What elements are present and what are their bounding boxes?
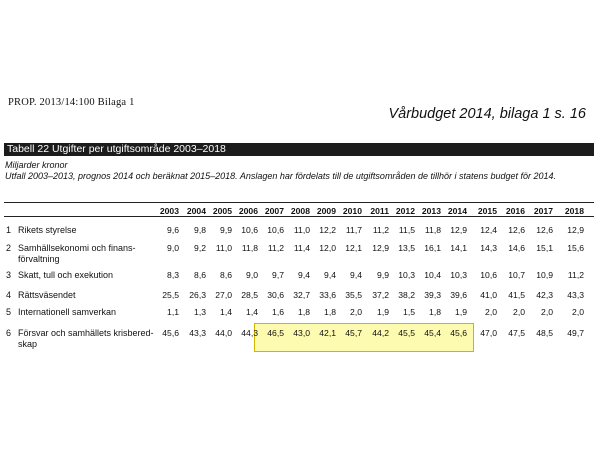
year-2006: 2006 [238, 206, 258, 216]
year-2003: 2003 [159, 206, 179, 216]
table-cell: 2,0 [541, 307, 553, 317]
table-cell: 47,0 [480, 328, 497, 338]
year-2004: 2004 [186, 206, 206, 216]
table-cell: 2,0 [572, 307, 584, 317]
table-cell: 11,2 [372, 225, 389, 235]
table-cell: 11,5 [398, 225, 415, 235]
row-number: 5 [6, 307, 12, 317]
table-cell: 43,3 [189, 328, 206, 338]
year-2018: 2018 [564, 206, 584, 216]
header-top-rule [4, 202, 594, 203]
table-cell: 39,3 [424, 290, 441, 300]
table-cell: 11,8 [424, 225, 441, 235]
year-2011: 2011 [370, 206, 389, 216]
row-label-line: Skatt, tull och exekution [18, 270, 114, 280]
table-cell: 45,6 [450, 328, 467, 338]
table-cell: 10,6 [267, 225, 284, 235]
table-cell: 11,2 [567, 270, 584, 280]
table-cell: 43,3 [567, 290, 584, 300]
table-cell: 46,5 [267, 328, 284, 338]
table-cell: 9,0 [167, 243, 179, 253]
table-cell: 9,8 [194, 225, 206, 235]
row-number: 6 [6, 328, 12, 338]
table-cell: 9,2 [194, 243, 206, 253]
year-2008: 2008 [290, 206, 310, 216]
table-cell: 1,9 [377, 307, 389, 317]
table-cell: 11,4 [293, 243, 310, 253]
table-cell: 41,0 [480, 290, 497, 300]
row-label-line: Rättsväsendet [18, 290, 76, 300]
table-cell: 16,1 [424, 243, 441, 253]
table-cell: 44,2 [372, 328, 389, 338]
table-cell: 27,0 [215, 290, 232, 300]
row-label [18, 307, 116, 318]
table-cell: 44,3 [241, 328, 258, 338]
table-cell: 1,4 [220, 307, 232, 317]
table-cell: 8,3 [167, 270, 179, 280]
table-cell: 12,4 [480, 225, 497, 235]
table-title-bar: Tabell 22 Utgifter per utgiftsområde 2003–2018 [4, 143, 594, 156]
table-cell: 11,8 [241, 243, 258, 253]
table-cell: 45,6 [162, 328, 179, 338]
table-cell: 39,6 [450, 290, 467, 300]
year-2005: 2005 [212, 206, 232, 216]
table-cell: 1,9 [455, 307, 467, 317]
table-cell: 32,7 [293, 290, 310, 300]
row-label-line: Internationell samverkan [18, 307, 117, 317]
source-reference: Vårbudget 2014, bilaga 1 s. 16 [388, 106, 586, 122]
table-cell: 47,5 [508, 328, 525, 338]
table-cell: 25,5 [162, 290, 179, 300]
year-2014: 2014 [447, 206, 467, 216]
year-2010: 2010 [342, 206, 362, 216]
row-number: 4 [6, 290, 12, 300]
table-cell: 1,1 [167, 307, 179, 317]
table-cell: 12,2 [319, 225, 336, 235]
table-cell: 1,8 [429, 307, 441, 317]
table-cell: 8,6 [220, 270, 232, 280]
table-cell: 42,1 [319, 328, 336, 338]
table-cell: 44,0 [215, 328, 232, 338]
table-cell: 48,5 [536, 328, 553, 338]
year-2013: 2013 [421, 206, 441, 216]
table-cell: 2,0 [485, 307, 497, 317]
table-cell: 8,6 [194, 270, 206, 280]
table-cell: 1,4 [246, 307, 258, 317]
row-number: 1 [6, 225, 12, 235]
table-note: Utfall 2003–2013, prognos 2014 och beräknat 2015–2018. Anslagen har fördelats till de utgiftsområden de tillhör i statens budget för 2014. [5, 171, 557, 181]
table-cell: 41,5 [508, 290, 525, 300]
header-bottom-rule [4, 216, 594, 217]
table-cell: 12,9 [567, 225, 584, 235]
row-label-line: Försvar och samhällets krisbered- [18, 328, 154, 338]
table-cell: 45,4 [424, 328, 441, 338]
table-cell: 9,7 [272, 270, 284, 280]
table-cell: 10,3 [398, 270, 415, 280]
row-label-line: Rikets styrelse [18, 225, 77, 235]
table-cell: 10,3 [450, 270, 467, 280]
table-cell: 33,6 [319, 290, 336, 300]
row-label-line: förvaltning [18, 254, 60, 264]
table-cell: 14,6 [508, 243, 525, 253]
row-label-line: Samhällsekonomi och finans- [18, 243, 136, 253]
row-label [18, 328, 154, 350]
table-cell: 2,0 [513, 307, 525, 317]
table-cell: 10,9 [536, 270, 553, 280]
table-cell: 38,2 [398, 290, 415, 300]
row-label [18, 243, 136, 265]
table-cell: 12,9 [372, 243, 389, 253]
year-2017: 2017 [533, 206, 553, 216]
table-cell: 15,6 [567, 243, 584, 253]
table-cell: 10,6 [241, 225, 258, 235]
row-number: 2 [6, 243, 12, 253]
table-cell: 35,5 [345, 290, 362, 300]
table-cell: 11,7 [345, 225, 362, 235]
table-cell: 9,9 [220, 225, 232, 235]
table-cell: 45,5 [398, 328, 415, 338]
year-2009: 2009 [316, 206, 336, 216]
table-cell: 14,1 [450, 243, 467, 253]
row-label [18, 225, 77, 236]
table-cell: 9,4 [298, 270, 310, 280]
row-label-line: skap [18, 339, 38, 349]
year-2012: 2012 [395, 206, 415, 216]
table-cell: 11,0 [293, 225, 310, 235]
table-cell: 13,5 [398, 243, 415, 253]
table-cell: 49,7 [567, 328, 584, 338]
table-cell: 1,8 [324, 307, 336, 317]
table-cell: 10,7 [508, 270, 525, 280]
year-2015: 2015 [477, 206, 497, 216]
table-cell: 1,6 [272, 307, 284, 317]
table-cell: 26,3 [189, 290, 206, 300]
row-label [18, 290, 76, 301]
table-cell: 37,2 [372, 290, 389, 300]
row-number: 3 [6, 270, 12, 280]
table-cell: 42,3 [536, 290, 553, 300]
table-cell: 2,0 [350, 307, 362, 317]
table-cell: 10,6 [480, 270, 497, 280]
table-cell: 9,0 [246, 270, 258, 280]
table-cell: 11,0 [215, 243, 232, 253]
table-cell: 30,6 [267, 290, 284, 300]
table-cell: 12,6 [536, 225, 553, 235]
table-cell: 1,5 [403, 307, 415, 317]
year-2016: 2016 [505, 206, 525, 216]
table-cell: 45,7 [345, 328, 362, 338]
table-cell: 9,6 [167, 225, 179, 235]
table-cell: 11,2 [267, 243, 284, 253]
table-cell: 14,3 [480, 243, 497, 253]
table-unit: Miljarder kronor [5, 160, 68, 170]
table-cell: 12,1 [345, 243, 362, 253]
row-label [18, 270, 113, 281]
table-cell: 1,8 [298, 307, 310, 317]
prop-reference: PROP. 2013/14:100 Bilaga 1 [8, 97, 135, 108]
table-cell: 15,1 [536, 243, 553, 253]
table-cell: 9,9 [377, 270, 389, 280]
table-cell: 12,6 [508, 225, 525, 235]
table-cell: 12,9 [450, 225, 467, 235]
table-cell: 10,4 [424, 270, 441, 280]
table-cell: 43,0 [293, 328, 310, 338]
table-cell: 9,4 [350, 270, 362, 280]
table-cell: 28,5 [241, 290, 258, 300]
table-cell: 9,4 [324, 270, 336, 280]
year-2007: 2007 [264, 206, 284, 216]
table-cell: 1,3 [194, 307, 206, 317]
table-cell: 12,0 [319, 243, 336, 253]
